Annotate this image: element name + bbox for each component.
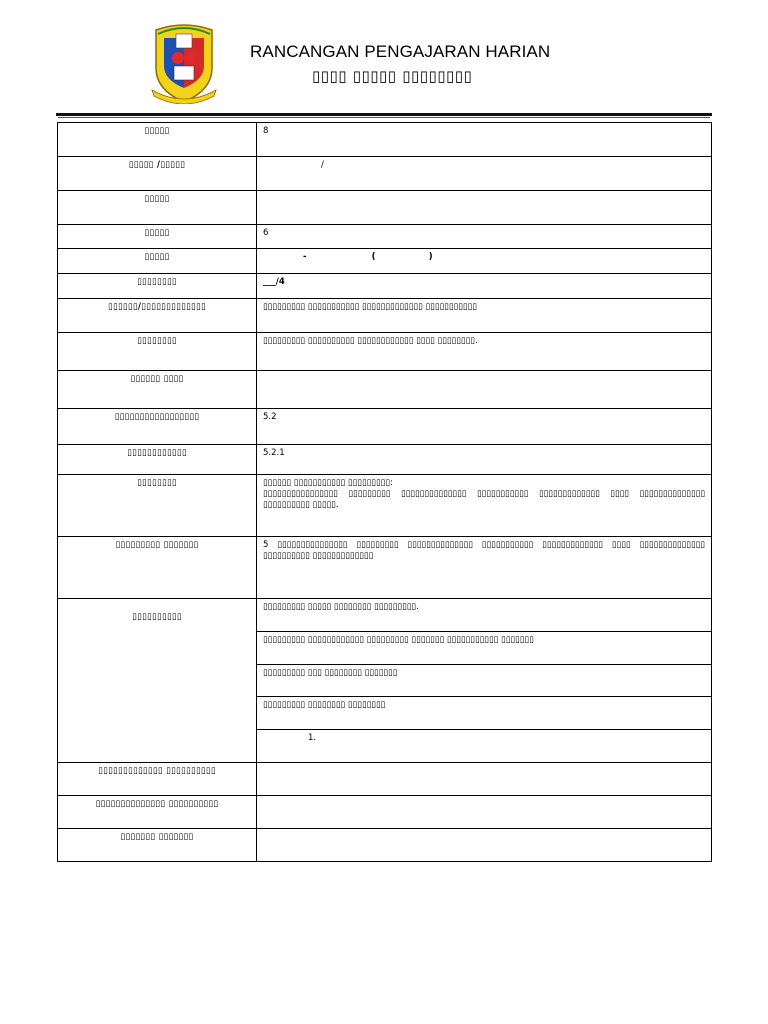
table-row [58, 445, 712, 475]
row-value[interactable]: 5.2.1 [257, 445, 712, 475]
table-row [58, 191, 712, 225]
row-value[interactable]: ▯▯▯▯▯▯▯▯▯ ▯▯▯▯▯▯▯▯▯▯▯ ▯▯▯▯▯▯▯▯▯▯▯▯▯ ▯▯▯▯▯▯▯▯▯▯▯ [257, 299, 712, 333]
activity-item[interactable]: 1. [257, 730, 712, 763]
row-label: ▯▯▯▯▯▯▯ ▯▯▯▯▯▯▯ [58, 829, 257, 862]
row-label: ▯▯▯▯▯▯▯▯▯▯▯▯ [58, 445, 257, 475]
activity-item[interactable]: ▯▯▯▯▯▯▯▯▯ ▯▯▯ ▯▯▯▯▯▯▯▯ ▯▯▯▯▯▯▯ [257, 665, 712, 697]
row-value[interactable]: 8 [257, 123, 712, 157]
row-label: ▯▯▯▯▯▯▯▯ [58, 333, 257, 371]
row-label: ▯▯▯▯▯▯▯▯▯▯▯▯▯▯ ▯▯▯▯▯▯▯▯▯▯ [58, 796, 257, 829]
row-value[interactable] [257, 796, 712, 829]
row-value[interactable] [257, 371, 712, 409]
table-row [58, 599, 712, 632]
table-row [58, 763, 712, 796]
table-row [58, 371, 712, 409]
row-label: ▯▯▯▯▯▯▯▯▯ ▯▯▯▯▯▯▯ [58, 537, 257, 599]
table-row [58, 225, 712, 249]
row-value[interactable]: / [257, 157, 712, 191]
activity-label: ▯▯▯▯▯▯▯▯▯▯ [58, 599, 257, 763]
row-value[interactable]: ▯▯▯▯▯▯▯▯▯ ▯▯▯▯▯▯▯▯▯▯ ▯▯▯▯▯▯▯▯▯▯▯▯ ▯▯▯▯ ▯▯▯▯▯▯▯▯. [257, 333, 712, 371]
row-label: ▯▯▯▯▯ [58, 225, 257, 249]
page-title: RANCANGAN PENGAJARAN HARIAN [250, 42, 551, 61]
table-row [58, 475, 712, 537]
row-value[interactable]: 5.2 [257, 409, 712, 445]
header-rule-thin [58, 117, 710, 118]
table-row [58, 299, 712, 333]
table-row [58, 829, 712, 862]
objective-intro: ▯▯▯▯▯▯ ▯▯▯▯▯▯▯▯▯▯▯ ▯▯▯▯▯▯▯▯▯: [263, 478, 393, 488]
row-label: ▯▯▯▯▯ [58, 123, 257, 157]
objective-text: ▯▯▯▯▯▯▯▯▯▯▯▯▯▯▯▯ ▯▯▯▯▯▯▯▯▯ ▯▯▯▯▯▯▯▯▯▯▯▯▯▯ ▯▯▯▯▯▯▯▯▯▯▯ ▯▯▯▯▯▯▯▯▯▯▯▯▯ ▯▯▯▯ ▯▯▯▯▯▯▯▯▯▯▯▯▯▯ ▯▯▯▯▯▯▯▯▯▯ ▯▯▯▯▯. [263, 489, 705, 510]
row-value[interactable] [257, 191, 712, 225]
table-row [58, 537, 712, 599]
row-value[interactable]: 6 [257, 225, 712, 249]
row-value[interactable]: ___/4 [257, 274, 712, 299]
table-row [58, 157, 712, 191]
page-subtitle: ▯▯▯▯ ▯▯▯▯▯ ▯▯▯▯▯▯▯▯ [312, 67, 473, 85]
school-crest-logo [146, 18, 222, 104]
activity-item[interactable]: ▯▯▯▯▯▯▯▯▯ ▯▯▯▯▯▯▯▯▯▯▯▯ ▯▯▯▯▯▯▯▯▯ ▯▯▯▯▯▯▯ ▯▯▯▯▯▯▯▯▯▯▯ ▯▯▯▯▯▯▯ [257, 632, 712, 665]
row-label: ▯▯▯▯▯ /▯▯▯▯▯ [58, 157, 257, 191]
row-value[interactable] [257, 829, 712, 862]
row-label: ▯▯▯▯▯▯▯▯▯▯▯▯▯ ▯▯▯▯▯▯▯▯▯▯ [58, 763, 257, 796]
table-row [58, 274, 712, 299]
activity-item[interactable]: ▯▯▯▯▯▯▯▯▯ ▯▯▯▯▯▯▯▯ ▯▯▯▯▯▯▯▯ [257, 697, 712, 730]
row-value[interactable] [257, 763, 712, 796]
row-value[interactable]: 5 ▯▯▯▯▯▯▯▯▯▯▯▯▯▯▯ ▯▯▯▯▯▯▯▯▯ ▯▯▯▯▯▯▯▯▯▯▯▯▯▯ ▯▯▯▯▯▯▯▯▯▯▯ ▯▯▯▯▯▯▯▯▯▯▯▯▯ ▯▯▯▯ ▯▯▯▯▯▯▯▯▯▯▯▯▯▯ ▯▯▯▯▯▯▯▯▯▯ ▯▯▯▯▯▯▯▯▯▯▯▯▯ [257, 537, 712, 599]
table-row [58, 123, 712, 157]
activity-item[interactable]: ▯▯▯▯▯▯▯▯▯ ▯▯▯▯▯ ▯▯▯▯▯▯▯▯ ▯▯▯▯▯▯▯▯▯. [257, 599, 712, 632]
lesson-plan-table [57, 122, 712, 862]
table-row [58, 333, 712, 371]
row-value[interactable] [257, 475, 712, 537]
table-row [58, 249, 712, 274]
row-label: ▯▯▯▯▯▯▯▯▯▯▯▯▯▯▯▯▯ [58, 409, 257, 445]
table-row [58, 796, 712, 829]
row-label: ▯▯▯▯▯ [58, 249, 257, 274]
row-label: ▯▯▯▯▯▯ ▯▯▯▯ [58, 371, 257, 409]
row-label: ▯▯▯▯▯▯▯▯ [58, 274, 257, 299]
header-rule [56, 113, 712, 116]
table-row [58, 409, 712, 445]
row-label: ▯▯▯▯▯▯/▯▯▯▯▯▯▯▯▯▯▯▯▯ [58, 299, 257, 333]
row-value[interactable]: - ( ) [257, 249, 712, 274]
row-label: ▯▯▯▯▯ [58, 191, 257, 225]
row-label: ▯▯▯▯▯▯▯▯ [58, 475, 257, 537]
